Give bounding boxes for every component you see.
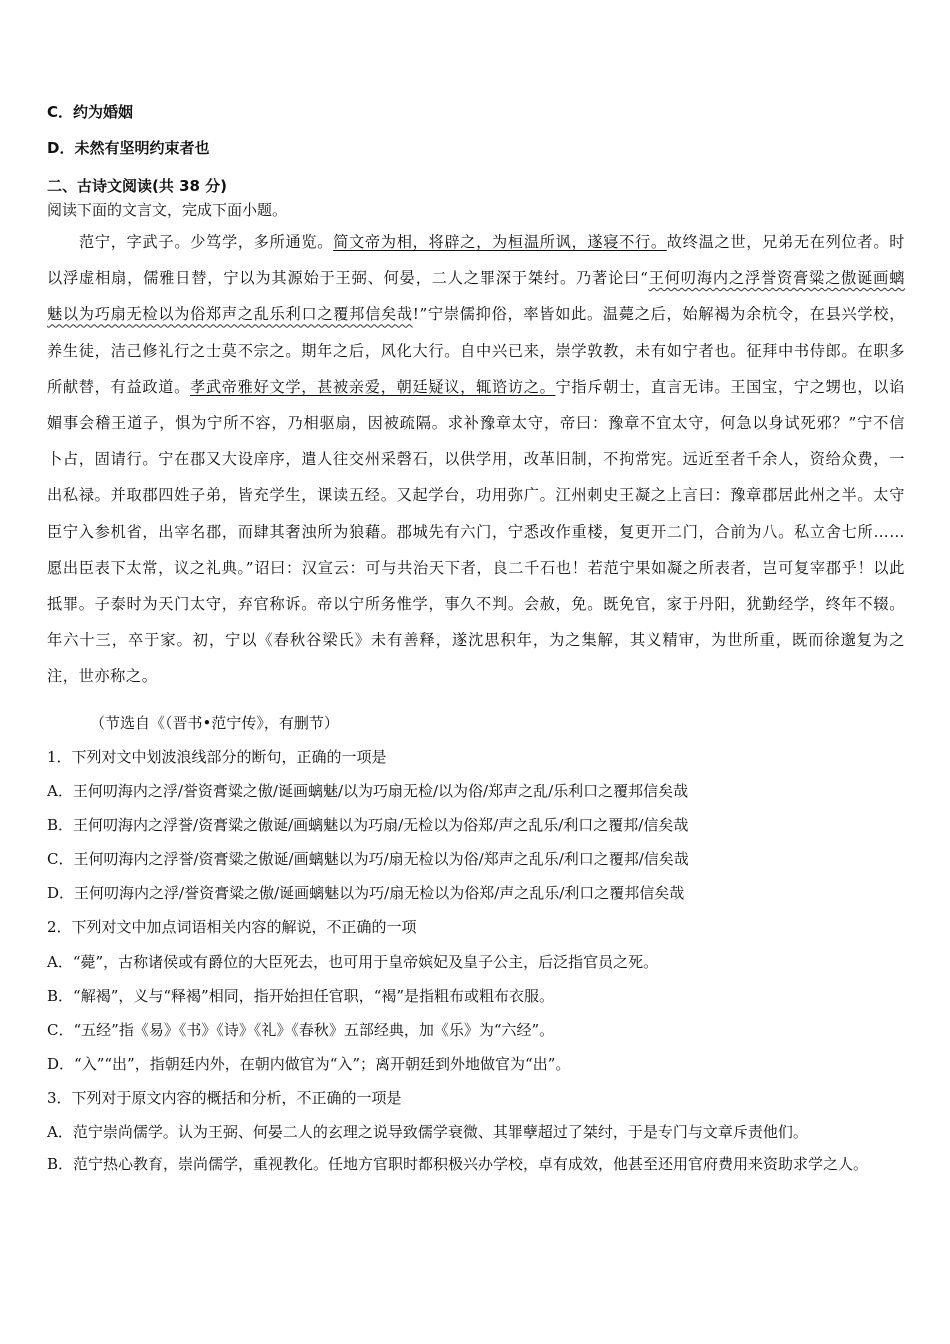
question-2-option-a: A．“薨”，古称诸侯或有爵位的大臣死去，也可用于皇帝嫔妃及皇子公主，后泛指官员之死。 xyxy=(47,953,659,971)
question-1-stem: 1．下列对文中划波浪线部分的断句，正确的一项是 xyxy=(47,748,387,766)
passage-text: !”宁崇儒抑俗，率皆如此。温 xyxy=(412,305,619,324)
question-1-option-c: C．王何叨海内之浮誉/资膏粱之傲诞/画螭魅以为巧/扇无检以为俗/郑声之乱乐/利口之覆邦/信矣哉 xyxy=(47,850,689,868)
passage-text: 为余杭令，在县兴学校，养生徒，洁己修礼行之士莫不宗之。期年之后，风化大行。自中兴已来，崇学敦教，未有如宁者也。征拜中书侍郎。在职多所献替，有益政道。 xyxy=(47,305,905,396)
underlined-sentence-2: 孝武帝雅好文学，甚被亲爱，朝廷疑议，辄谘访之。 xyxy=(190,377,556,396)
question-1-option-a: A．王何叨海内之浮/誉资膏粱之傲/诞画螭魅/以为巧扇无检/以为俗/郑声之乱/乐利口之覆邦信矣哉 xyxy=(47,782,689,800)
option-d-prev: D．未然有坚明约束者也 xyxy=(47,139,210,157)
question-3-stem: 3．下列对于原文内容的概括和分析，不正确的一项是 xyxy=(47,1089,402,1107)
section-instruction: 阅读下面的文言文，完成下面小题。 xyxy=(47,201,288,219)
passage-text: 范宁，字武子。少笃学，多所通览。 xyxy=(79,233,334,251)
passage-text: 参机省， xyxy=(94,522,159,541)
passage-text: 故终温之世，兄弟无在列位者。时以浮虚相扇，儒雅日替，宁以为其源始于王弼、何晏，二人之罪深于桀纣。乃著论曰“ xyxy=(47,233,905,288)
dotted-word-hong: 薨 xyxy=(618,305,635,324)
passage-text: 宁指斥朝士，直言无讳。王国宝，宁之甥也，以谄媚事会稽王道子，惧为宁所不容，乃相驱扇，因被疏隔。求补豫章太守，帝曰：豫章不宜太守，何急以身试死邪？”宁不信卜占，固请行。宁在郡又大设庠序，遣人往交州采磬石，以供学用，改革旧制，不拘常宪。远近至者千余人，资给众费，一出私禄。并取郡四姓子弟，皆充学生，课读 xyxy=(47,377,905,505)
passage-source: （节选自《（晋书•范宁传》，有删节） xyxy=(90,714,339,732)
passage-text: 之后，始 xyxy=(634,305,699,324)
dotted-word-chu: 出 xyxy=(158,522,175,541)
question-2-option-d: D．“入”“出”，指朝廷内外，在朝内做官为“入”；离开朝廷到外地做官为“出”。 xyxy=(47,1055,571,1073)
classical-passage xyxy=(47,224,905,695)
question-2-stem: 2．下列对文中加点词语相关内容的解说，不正确的一项 xyxy=(47,918,417,936)
question-1-option-d: D．王何叨海内之浮/誉资膏粱之傲/诞画螭魅以为巧/扇无检以为俗郑/声之乱乐/利口之覆邦信矣哉 xyxy=(47,884,685,902)
option-c-prev: C．约为婚姻 xyxy=(47,103,134,121)
passage-text: 。又起学台，功用弥广。江州刺史王凝之上言曰：豫章郡居此州之半。太守臣宁 xyxy=(47,486,905,541)
wavy-underlined-sentence: 王何叨海内之浮誉资膏粱之傲诞画螭魅以为巧扇无检以为俗郑声之乱乐利口之覆邦信矣哉 xyxy=(47,269,905,324)
question-1-option-b: B．王何叨海内之浮誉/资膏粱之傲诞/画螭魅以为巧扇/无检以为俗郑/声之乱乐/利口之覆邦/信矣哉 xyxy=(47,816,689,834)
underlined-sentence-1: 简文帝为相，将辟之，为桓温所讽，遂寝不行。 xyxy=(333,233,667,251)
section-title: 二、古诗文阅读(共 38 分) xyxy=(47,177,228,195)
question-3-option-a: A．范宁崇尚儒学。认为王弼、何晏二人的玄理之说导致儒学衰微、其罪孽超过了桀纣，于是专门与文章斥责他们。 xyxy=(47,1123,808,1141)
question-3-option-b: B．范宁热心教育，崇尚儒学，重视教化。任地方官职时都积极兴办学校，卓有成效，他甚至还用官府费用来资助求学之人。 xyxy=(47,1155,869,1173)
passage-text: 宰名郡，而肆其奢浊所为狼藉。郡城先有六门，宁悉改作重楼，复更开二门，合前为八。私立舍七所……愿出臣表下太常，议之礼典。”诏曰：汉宣云：可与共治天下者，良二千石也！若范宁果如凝之所表者，岂可复宰郡乎！以此抵罪。子泰时为天门太守，弃官称诉。帝以宁所务惟学，事久不判。会赦，免。既免官，家于丹阳，犹勤经学，终年不辍。年六十三，卒于家。初，宁以《春秋谷梁氏》未有善释，遂沈思积年，为之集解，其义精审，为世所重，既而徐邈复为之注，世亦称之。 xyxy=(47,522,906,686)
question-2-option-b: B．“解褐”，义与“释褐”相同，指开始担任官职，“褐”是指粗布或粗布衣服。 xyxy=(47,987,555,1005)
dotted-word-jiehe: 解褐 xyxy=(698,305,731,324)
question-2-option-c: C．“五经”指《易》《书》《诗》《礼》《春秋》五部经典，加《乐》为“六经”。 xyxy=(47,1021,555,1039)
dotted-word-ru: 入 xyxy=(78,522,95,541)
dotted-word-wujing: 五经 xyxy=(348,486,381,505)
